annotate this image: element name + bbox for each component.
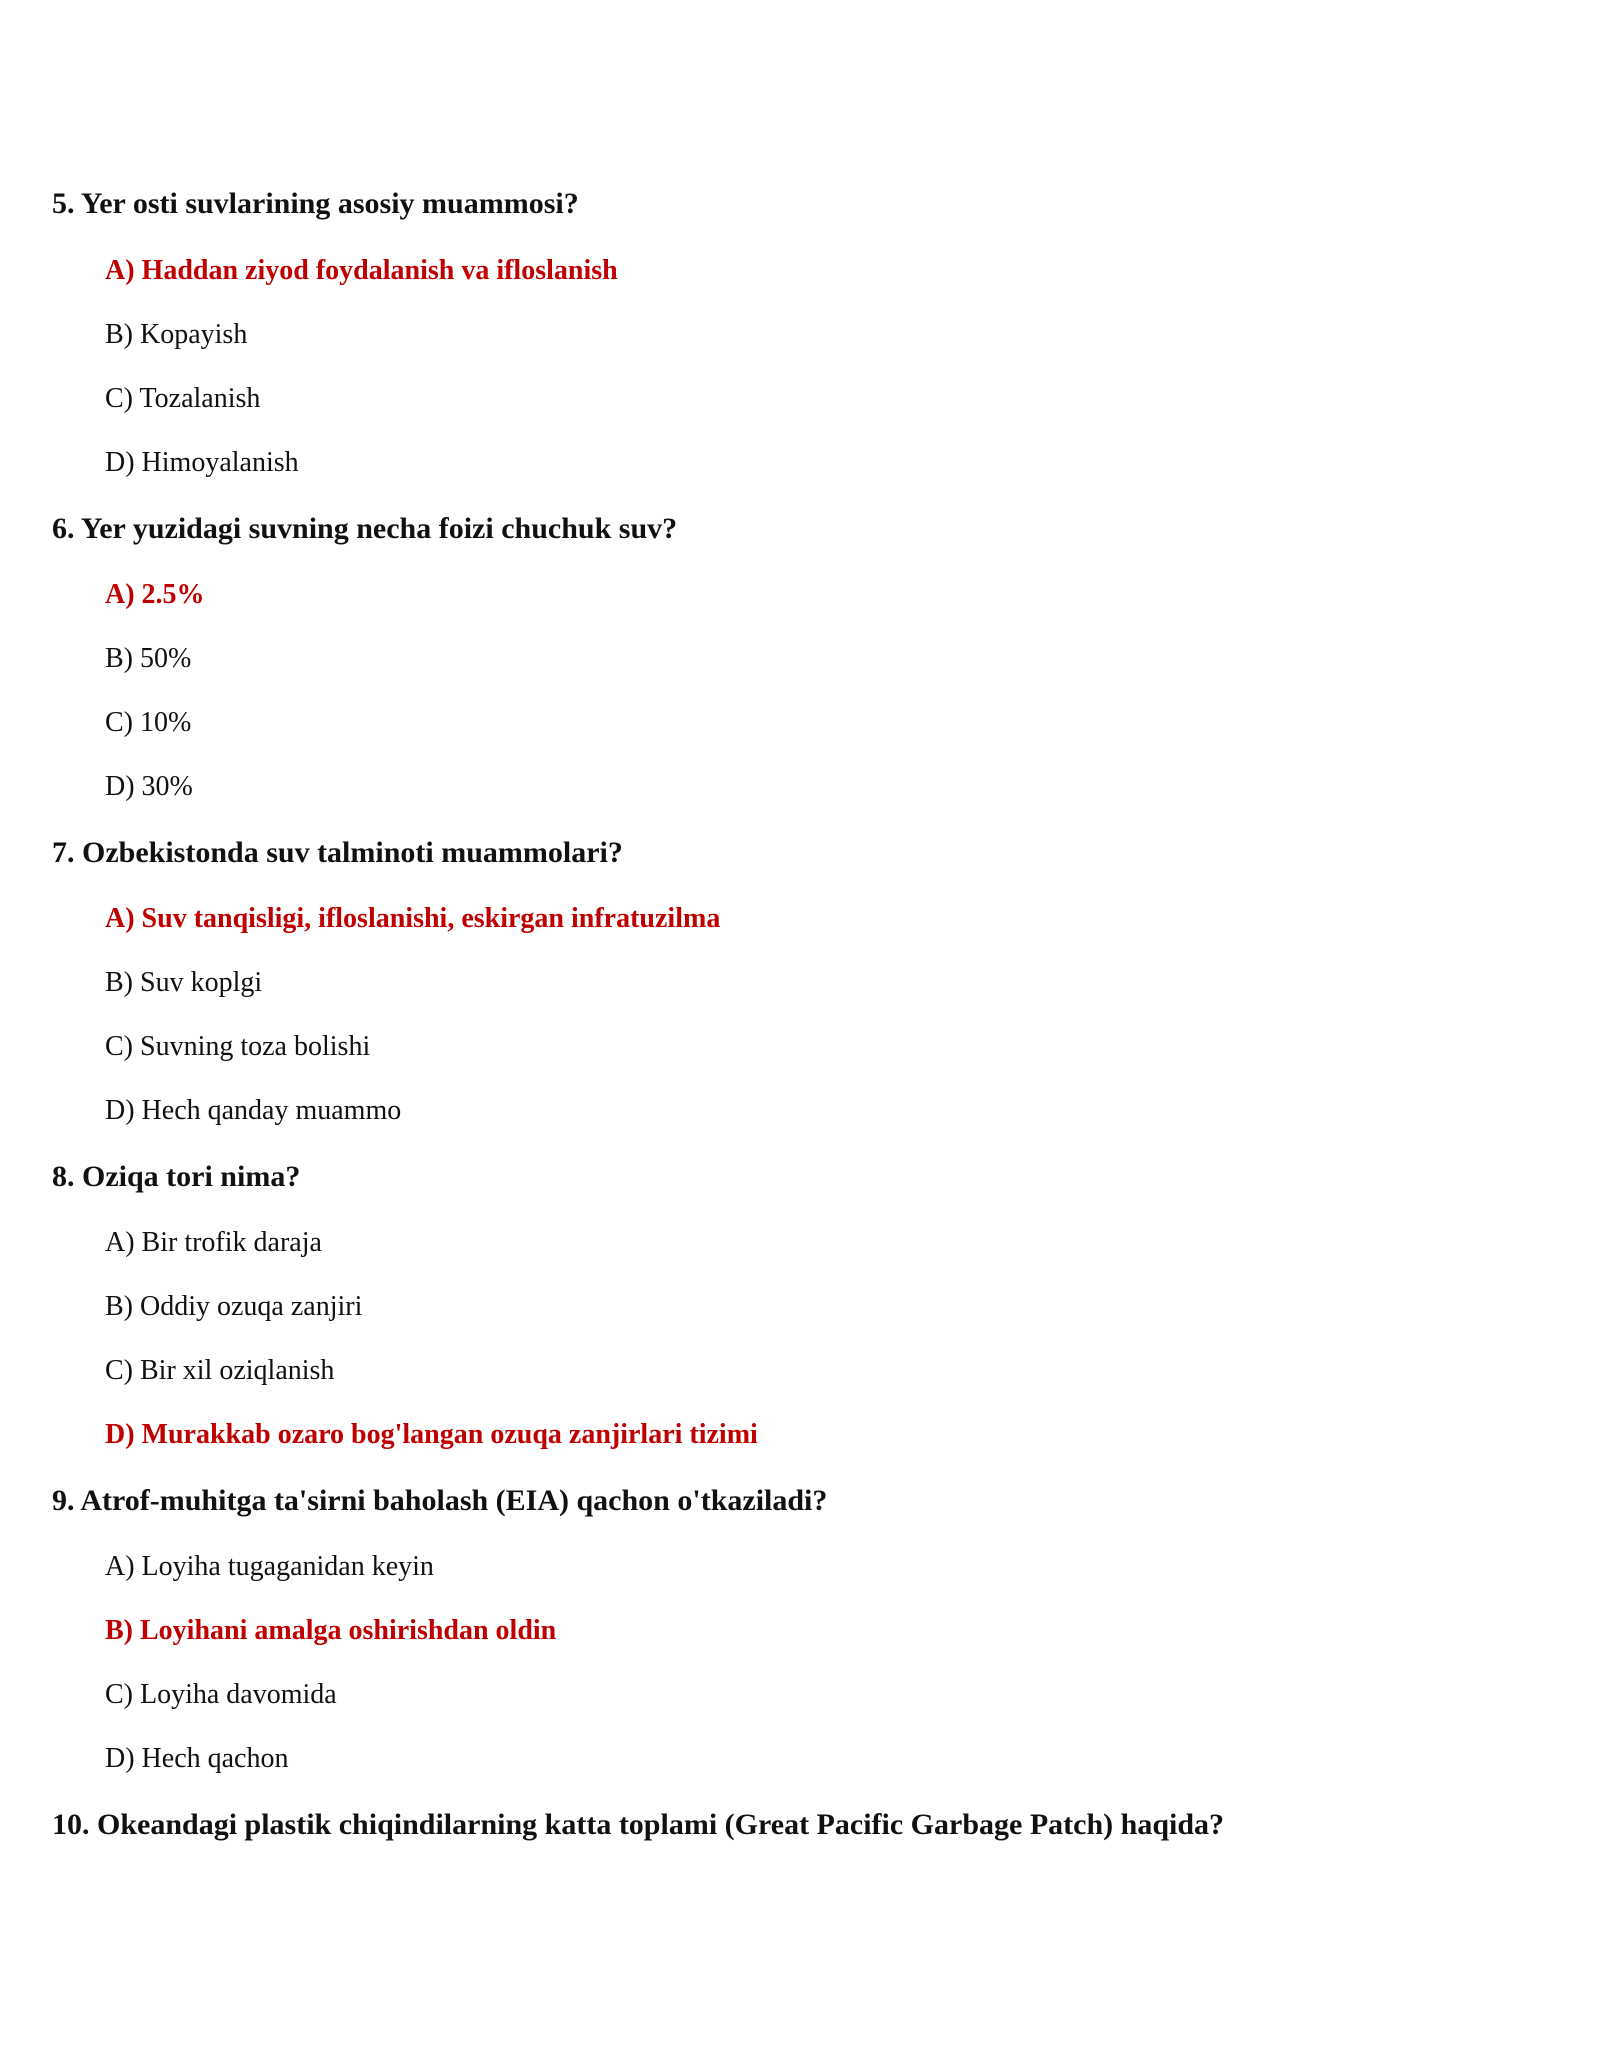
question-8-option-c: C) Bir xil oziqlanish — [105, 1355, 335, 1386]
question-7-option-d: D) Hech qanday muammo — [105, 1095, 402, 1126]
question-8-option-b: B) Oddiy ozuqa zanjiri — [105, 1291, 363, 1322]
question-8-option-a: A) Bir trofik daraja — [105, 1227, 322, 1258]
question-6-option-a-correct: A) 2.5% — [105, 579, 205, 610]
question-9: 9. Atrof-muhitga ta'sirni baholash (EIA) qachon o'tkaziladi? — [52, 1484, 828, 1517]
question-5-option-d: D) Himoyalanish — [105, 447, 299, 478]
question-9-option-c: C) Loyiha davomida — [105, 1679, 337, 1710]
question-6: 6. Yer yuzidagi suvning necha foizi chuchuk suv? — [52, 512, 678, 545]
question-5-option-b: B) Kopayish — [105, 319, 248, 350]
question-7-option-b: B) Suv koplgi — [105, 967, 263, 998]
question-6-option-b: B) 50% — [105, 643, 192, 674]
question-5: 5. Yer osti suvlarining asosiy muammosi? — [52, 187, 579, 220]
question-6-option-c: C) 10% — [105, 707, 192, 738]
question-6-option-d: D) 30% — [105, 771, 193, 802]
question-7-option-a-correct: A) Suv tanqisligi, ifloslanishi, eskirgan infratuzilma — [105, 903, 721, 934]
question-7: 7. Ozbekistonda suv talminoti muammolari? — [52, 836, 623, 869]
question-5-option-a-correct: A) Haddan ziyod foydalanish va ifloslanish — [105, 255, 618, 286]
question-7-option-c: C) Suvning toza bolishi — [105, 1031, 371, 1062]
question-9-option-a: A) Loyiha tugaganidan keyin — [105, 1551, 434, 1582]
question-9-option-b-correct: B) Loyihani amalga oshirishdan oldin — [105, 1615, 557, 1646]
question-8-option-d-correct: D) Murakkab ozaro bog'langan ozuqa zanjirlari tizimi — [105, 1419, 758, 1450]
question-10: 10. Okeandagi plastik chiqindilarning katta toplami (Great Pacific Garbage Patch) haqida? — [52, 1808, 1225, 1841]
question-8: 8. Oziqa tori nima? — [52, 1160, 301, 1193]
question-9-option-d: D) Hech qachon — [105, 1743, 289, 1774]
question-5-option-c: C) Tozalanish — [105, 383, 261, 414]
